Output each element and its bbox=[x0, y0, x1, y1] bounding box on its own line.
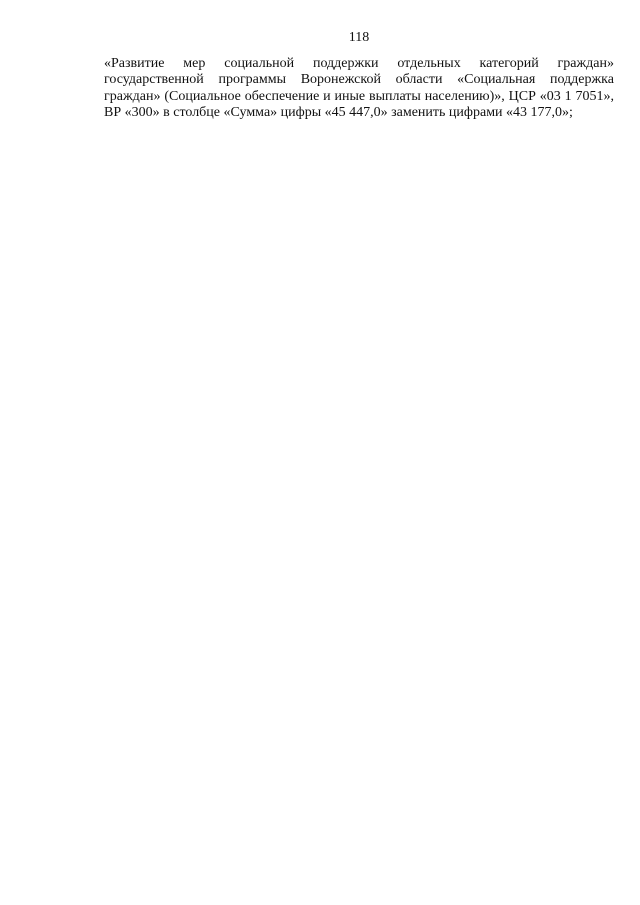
paragraph: «Развитие мер социальной поддержки отдельных категорий граждан» государственной программы Воронежской области «Социальная поддержка граждан» (Социальное обеспечение и иные выплаты населению)», ЦСР «03 1 7051», ВР «300» в столбце «Сумма» цифры «45 447,0» заменить цифрами «43 177,0»; bbox=[104, 56, 618, 121]
page-number: 118 bbox=[348, 30, 370, 45]
